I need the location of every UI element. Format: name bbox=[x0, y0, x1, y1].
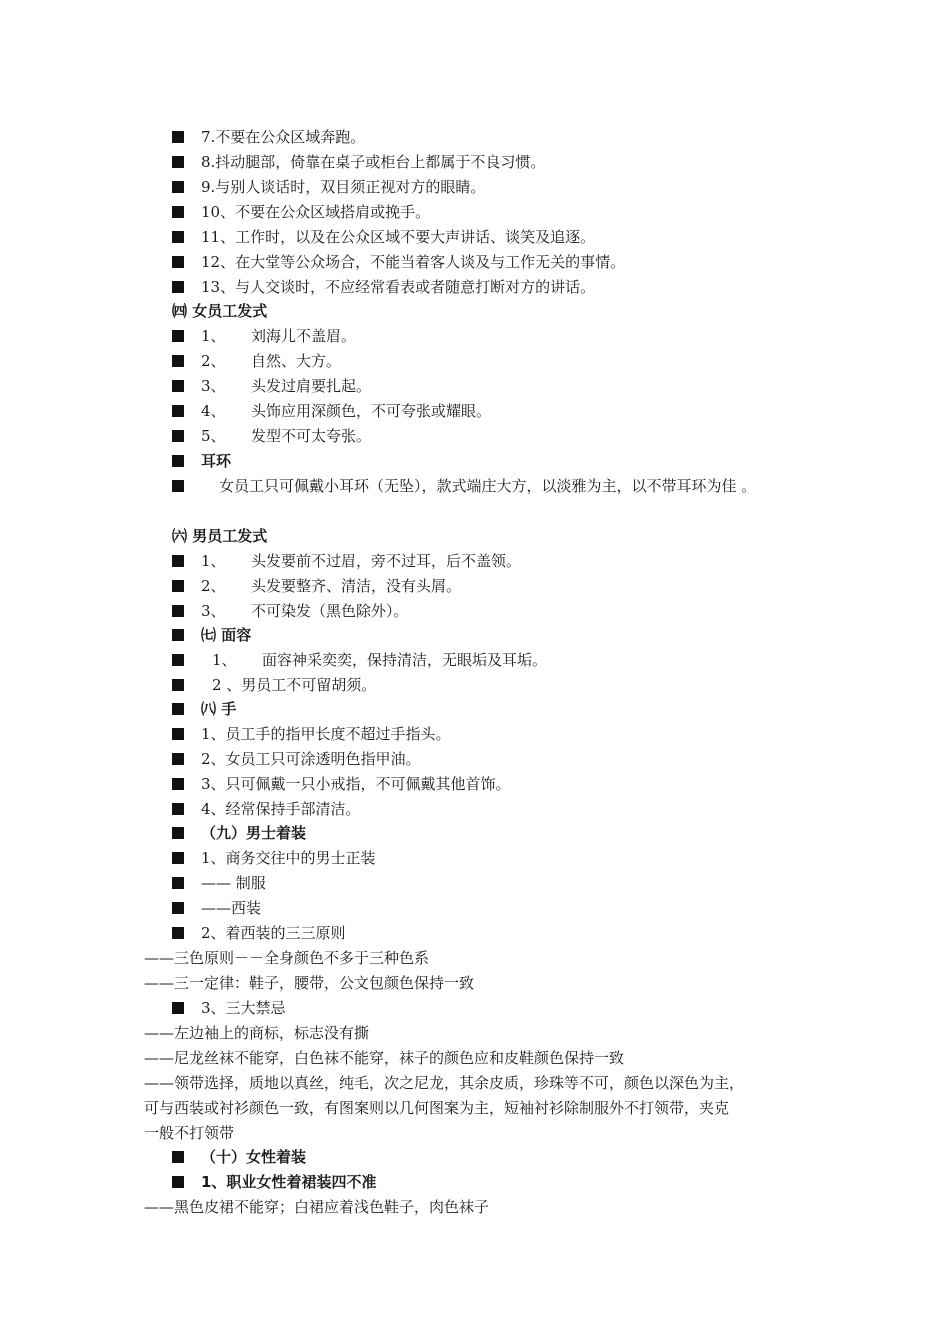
list-item-text: 11、工作时，以及在公众区域不要大声讲话、谈笑及追逐。 bbox=[201, 228, 596, 246]
list-item-text: 1、商务交往中的男士正装 bbox=[201, 849, 376, 867]
bullet-square-icon bbox=[172, 605, 184, 617]
list-item-text: 3、只可佩戴一只小戒指，不可佩戴其他首饰。 bbox=[201, 775, 511, 793]
bullet-square-icon bbox=[172, 902, 184, 914]
bullet-square-icon bbox=[172, 455, 184, 467]
bullet-square-icon bbox=[172, 405, 184, 417]
bullet-square-icon bbox=[172, 355, 184, 367]
list-item-text: —— 制服 bbox=[201, 874, 266, 892]
list-item-text: 自然、大方。 bbox=[251, 352, 342, 370]
list-item-text: 9.与别人谈话时，双目须正视对方的眼睛。 bbox=[201, 178, 486, 196]
bullet-square-icon bbox=[172, 1002, 184, 1014]
paragraph-text: ——尼龙丝袜不能穿，白色袜不能穿，袜子的颜色应和皮鞋颜色保持一致 bbox=[144, 1049, 625, 1067]
list-item-number: 4、 bbox=[201, 402, 226, 420]
list-item-heading: ㈦ 面容 bbox=[201, 626, 252, 644]
bullet-square-icon bbox=[172, 131, 184, 143]
paragraph-text: ——黑色皮裙不能穿；白裙应着浅色鞋子，肉色袜子 bbox=[144, 1198, 490, 1216]
bullet-square-icon bbox=[172, 852, 184, 864]
list-item-text: 7.不要在公众区域奔跑。 bbox=[201, 128, 366, 146]
list-item-text: 刘海儿不盖眉。 bbox=[251, 327, 357, 345]
list-item-text: 8.抖动腿部，倚靠在桌子或柜台上都属于不良习惯。 bbox=[201, 153, 546, 171]
section-heading-text: ㈥ 男员工发式 bbox=[172, 527, 268, 545]
list-item-text: 不可染发（黑色除外）。 bbox=[251, 602, 409, 620]
bullet-square-icon bbox=[172, 181, 184, 193]
bullet-square-icon bbox=[172, 703, 184, 715]
list-item-heading: 耳环 bbox=[201, 452, 232, 470]
list-item-text: 头饰应用深颜色，不可夸张或耀眼。 bbox=[251, 402, 492, 420]
list-item-text: 2 、男员工不可留胡须。 bbox=[212, 676, 377, 694]
bullet-square-icon bbox=[172, 430, 184, 442]
list-item-number: 1、 bbox=[201, 552, 226, 570]
bullet-square-icon bbox=[172, 1176, 184, 1188]
bullet-square-icon bbox=[172, 480, 184, 492]
bullet-square-icon bbox=[172, 728, 184, 740]
bullet-square-icon bbox=[172, 555, 184, 567]
bullet-square-icon bbox=[172, 927, 184, 939]
bullet-square-icon bbox=[172, 877, 184, 889]
bullet-square-icon bbox=[172, 281, 184, 293]
bullet-square-icon bbox=[172, 1151, 184, 1163]
list-item-text: 2、着西装的三三原则 bbox=[201, 924, 346, 942]
bullet-square-icon bbox=[172, 206, 184, 218]
paragraph-text: ——三色原则－－全身颜色不多于三种色系 bbox=[144, 949, 430, 967]
list-item-text: 发型不可太夸张。 bbox=[251, 427, 372, 445]
section-heading-text: ㈣ 女员工发式 bbox=[172, 302, 268, 320]
list-item-number: 1、 bbox=[212, 651, 237, 669]
bullet-square-icon bbox=[172, 827, 184, 839]
bullet-square-icon bbox=[172, 380, 184, 392]
paragraph-text: 一般不打领带 bbox=[144, 1124, 235, 1142]
list-item-text: 头发要前不过眉，旁不过耳，后不盖领。 bbox=[251, 552, 522, 570]
list-item-text: 12、在大堂等公众场合，不能当着客人谈及与工作无关的事情。 bbox=[201, 253, 626, 271]
list-item-number: 2、 bbox=[201, 577, 226, 595]
list-item-text: 2、女员工只可涂透明色指甲油。 bbox=[201, 750, 421, 768]
bullet-square-icon bbox=[172, 256, 184, 268]
list-item-text: 1、员工手的指甲长度不超过手指头。 bbox=[201, 725, 451, 743]
bullet-square-icon bbox=[172, 330, 184, 342]
bullet-square-icon bbox=[172, 654, 184, 666]
bullet-square-icon bbox=[172, 231, 184, 243]
bullet-square-icon bbox=[172, 156, 184, 168]
paragraph-text: ——领带选择，质地以真丝，纯毛，次之尼龙，其余皮质，珍珠等不可，颜色以深色为主， bbox=[144, 1074, 745, 1092]
list-item-text: 10、不要在公众区域搭肩或挽手。 bbox=[201, 203, 431, 221]
list-item-number: 2、 bbox=[201, 352, 226, 370]
list-item-number: 3、 bbox=[201, 602, 226, 620]
list-item-heading: （十）女性着装 bbox=[201, 1148, 307, 1166]
bullet-square-icon bbox=[172, 803, 184, 815]
list-item-text: ——西装 bbox=[201, 899, 262, 917]
list-item-heading: 1、职业女性着裙装四不准 bbox=[201, 1173, 377, 1191]
list-item-text: 头发要整齐、清洁，没有头屑。 bbox=[251, 577, 462, 595]
list-item-text: 3、三大禁忌 bbox=[201, 999, 286, 1017]
list-item-text: 头发过肩要扎起。 bbox=[251, 377, 372, 395]
bullet-square-icon bbox=[172, 580, 184, 592]
list-item-text: 面容神采奕奕，保持清洁，无眼垢及耳垢。 bbox=[262, 651, 548, 669]
list-item-heading: ㈧ 手 bbox=[201, 700, 237, 718]
list-item-number: 3、 bbox=[201, 377, 226, 395]
list-item-number: 5、 bbox=[201, 427, 226, 445]
bullet-square-icon bbox=[172, 629, 184, 641]
bullet-square-icon bbox=[172, 778, 184, 790]
list-item-text: 13、与人交谈时，不应经常看表或者随意打断对方的讲话。 bbox=[201, 278, 596, 296]
list-item-text: 女员工只可佩戴小耳环（无坠），款式端庄大方，以淡雅为主，以不带耳环为佳 。 bbox=[219, 477, 757, 495]
paragraph-text: ——左边袖上的商标，标志没有撕 bbox=[144, 1024, 370, 1042]
bullet-square-icon bbox=[172, 679, 184, 691]
bullet-square-icon bbox=[172, 753, 184, 765]
list-item-text: 4、经常保持手部清洁。 bbox=[201, 800, 361, 818]
list-item-number: 1、 bbox=[201, 327, 226, 345]
paragraph-text: 可与西装或衬衫颜色一致，有图案则以几何图案为主，短袖衬衫除制服外不打领带，夹克 bbox=[144, 1099, 730, 1117]
list-item-heading: （九）男士着装 bbox=[201, 824, 307, 842]
paragraph-text: ——三一定律：鞋子，腰带，公文包颜色保持一致 bbox=[144, 974, 475, 992]
